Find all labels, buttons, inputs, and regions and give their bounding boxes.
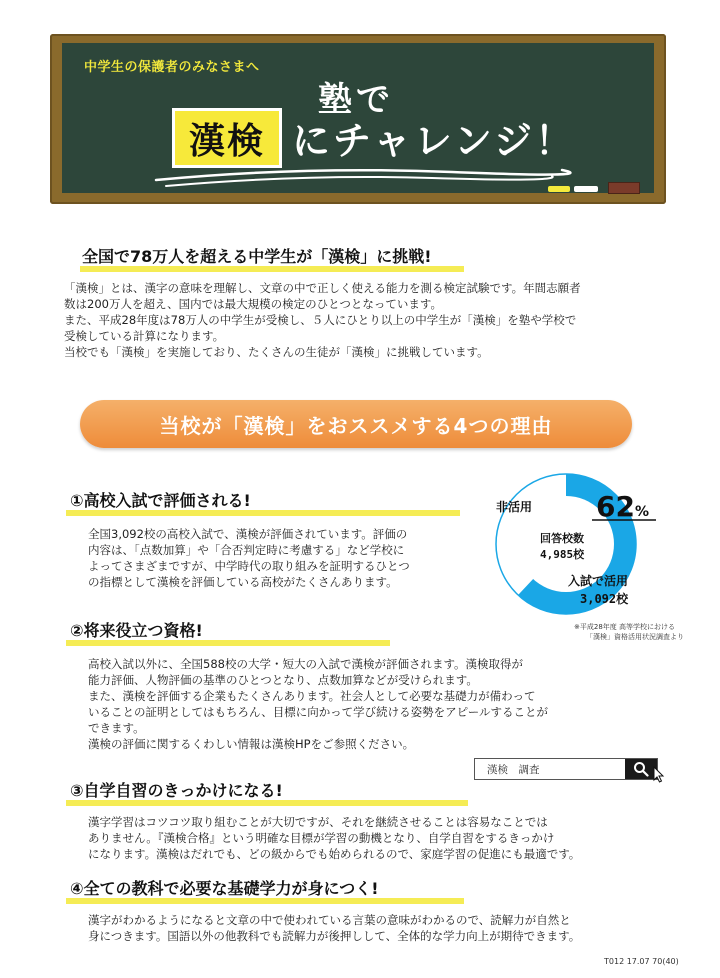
board-title-line1: 塾で — [318, 80, 394, 120]
intro-line: 数は200万人を超え、国内では最大規模の検定のひとつとなっています。 — [64, 297, 442, 311]
reason2-paragraph — [88, 656, 548, 752]
chart-percent — [596, 490, 649, 523]
chart-note-line: ※平成28年度 高等学校における — [574, 623, 675, 631]
board-subtitle: 中学生の保護者のみなさまへ — [84, 60, 260, 75]
reason3-paragraph — [88, 814, 580, 862]
cursor-icon — [652, 766, 666, 784]
intro-line: また、平成28年度は78万人の中学生が受検し、５人にひとり以上の中学生が「漢検」を塾や学校で — [64, 313, 577, 327]
reason1-line: の指標として漢検を評価している高校がたくさんあります。 — [88, 575, 398, 589]
reason4-line: 漢字がわかるようになると文章の中で使われている言葉の意味がわかるので、読解力が自然と — [88, 913, 571, 927]
eraser — [608, 182, 640, 194]
reason1-paragraph — [88, 526, 410, 590]
reasons-banner — [80, 400, 632, 448]
intro-line: 当校でも「漢検」を実施しており、たくさんの生徒が「漢検」に挑戦しています。 — [64, 345, 489, 359]
reason2-line: いることの証明としてはもちろん、目標に向かって学び続ける姿勢をアピールすることが — [88, 705, 548, 719]
document-code: T012 17.07 70(40) — [604, 957, 679, 966]
kanken-text: 漢検 — [188, 119, 265, 162]
chart-percent-sign: % — [634, 504, 649, 520]
reason1-heading: ①高校入試で評価される! — [70, 491, 251, 510]
intro-line: 「漢検」とは、漢字の意味を理解し、文章の中で正しく使える能力を測る検定試験です。年間志願者 — [64, 281, 581, 295]
reason3-line: 漢字学習はコツコツ取り組むことが大切ですが、それを継続させることは容易なことでは — [88, 815, 548, 829]
reason4-line: 身につきます。国語以外の他教科でも読解力が後押しして、全体的な学力向上が期待できます。 — [88, 929, 581, 943]
reason2-line: また、漢検を評価する企業もたくさんあります。社会人として必要な基礎力が備わって — [88, 689, 536, 703]
banner-text: 当校が「漢検」をおススメする4つの理由 — [159, 413, 553, 438]
reason2-line: 漢検の評価に関するくわしい情報は漢検HPをご参照ください。 — [88, 737, 415, 751]
reason4-paragraph — [88, 912, 580, 944]
reason4-heading: ④全ての教科で必要な基礎学力が身につく! — [70, 879, 379, 898]
reason3-line: ありません。『漢検合格』という明確な目標が学習の動機となり、自学自習をするきっかけ — [88, 831, 555, 845]
reason3-heading: ③自学自習のきっかけになる! — [70, 781, 283, 800]
chart-total-value: 4,985校 — [540, 548, 585, 561]
chart-value-use: 3,092校 — [580, 592, 629, 606]
reason3-line: になります。漢検はだれでも、どの級からでも始められるので、家庭学習の促進にも最適です。 — [88, 847, 581, 861]
intro-heading: 全国で78万人を超える中学生が「漢検」に挑戦! — [82, 247, 432, 266]
chart-label-use: 入試で活用 — [568, 574, 629, 588]
reason2-line: 高校入試以外に、全国588校の大学・短大の入試で漢検が評価されます。漢検取得が — [88, 657, 524, 671]
reason2-line: 能力評価、人物評価の基準のひとつとなり、点数加算などが受けられます。 — [88, 673, 478, 687]
search-input[interactable] — [475, 759, 625, 779]
chart-total-label: 回答校数 — [540, 532, 584, 545]
usage-chart — [482, 462, 718, 652]
intro-paragraph — [64, 280, 581, 360]
intro-line: 受検している計算になります。 — [64, 329, 225, 343]
white-chalk — [574, 186, 598, 192]
search-icon — [633, 761, 649, 777]
reason1-line: よってさまざまですが、中学時代の取り組みを証明するひとつ — [88, 559, 410, 573]
chalk-underline — [152, 160, 572, 190]
chart-label-nonuse: 非活用 — [496, 500, 533, 514]
search-box — [474, 758, 658, 780]
reason1-line: 全国3,092校の高校入試で、漢検が評価されています。評価の — [88, 527, 408, 541]
board-title-line2: にチャレンジ！ — [292, 119, 576, 163]
chart-percent-number: 62 — [596, 490, 635, 523]
yellow-chalk — [548, 186, 570, 192]
reason2-line: できます。 — [88, 721, 145, 735]
reason2-heading: ②将来役立つ資格! — [70, 621, 203, 640]
chart-note-line: 「漢検」資格活用状況調査より — [586, 633, 684, 641]
reason1-line: 内容は、「点数加算」や「合否判定時に考慮する」など学校に — [88, 543, 405, 557]
kanken-highlight — [172, 108, 282, 168]
